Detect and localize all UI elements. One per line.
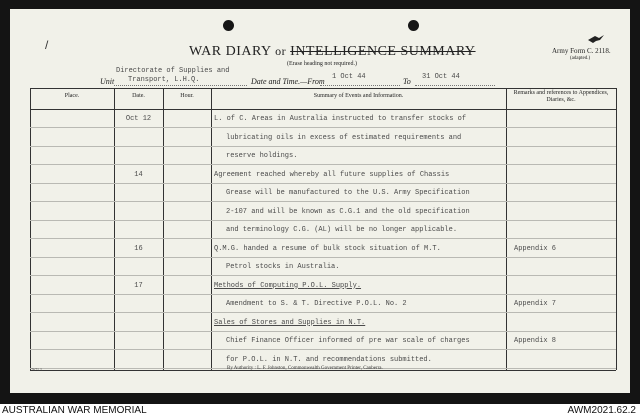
column-rule [163, 88, 164, 370]
entry-date: 14 [134, 170, 143, 179]
from-underline [320, 85, 400, 86]
printer-authority: By Authority : L. F. Johnston, Commonwealth Government Printer, Canberra. [227, 366, 383, 371]
column-header-remarks: Remarks and references to Appendices, Diaries, &c. [513, 90, 609, 103]
to-date: 31 Oct 44 [422, 73, 460, 81]
entry-text: Methods of Computing P.O.L. Supply. [214, 281, 362, 290]
from-date: 1 Oct 44 [332, 73, 366, 81]
entry-text: Sales of Stores and Supplies in N.T. [214, 318, 366, 327]
entry-text: Chief Finance Officer informed of pre war scale of charges [226, 337, 470, 345]
form-number: Army Form C. 2118. [552, 47, 611, 55]
table-header-border [30, 109, 616, 110]
caption-institution: AUSTRALIAN WAR MEMORIAL [2, 405, 147, 416]
row-rule [30, 146, 616, 147]
entry-text: lubricating oils in excess of estimated requirements and [226, 133, 462, 142]
row-rule [30, 183, 616, 184]
entry-text: Agreement reached whereby all future supplies of Chassis [214, 170, 450, 179]
row-rule [30, 127, 616, 128]
column-header-hour: Hour. [180, 93, 194, 99]
unit-label: Unit [100, 77, 115, 86]
heading-note: (Erase heading not required.) [287, 61, 357, 67]
row-rule [30, 312, 616, 313]
entry-remark: Appendix 6 [514, 244, 557, 253]
column-header-place: Place. [64, 93, 80, 99]
row-rule [30, 349, 616, 350]
unit-value-line1: Directorate of Supplies and [116, 67, 230, 75]
punch-hole-right [408, 20, 419, 31]
entry-text: Amendment to S. & T. Directive P.O.L. No. 2 [226, 300, 407, 308]
entry-text: 2-107 and will be known as C.G.1 and the old specification [226, 207, 470, 216]
caption-accession: AWM2021.62.2 [567, 405, 636, 416]
crest-icon [587, 34, 605, 44]
row-rule [30, 201, 616, 202]
entry-text: L. of C. Areas in Australia instructed to transfer stocks of [214, 115, 467, 123]
row-rule [30, 164, 616, 165]
entry-text: reserve holdings. [226, 152, 298, 160]
title-main: WAR DIARY [189, 44, 272, 59]
column-rule [506, 88, 507, 370]
row-rule [30, 220, 616, 221]
unit-value-line2: Transport, L.H.Q. [128, 76, 200, 84]
entry-text: and terminology C.G. (AL) will be no longer applicable. [226, 226, 458, 234]
column-header-date: Date. [132, 93, 145, 99]
title-struck: INTELLIGENCE SUMMARY [290, 44, 476, 59]
row-rule [30, 331, 616, 332]
margin-mark: / [45, 38, 49, 52]
column-rule [616, 88, 617, 370]
page-title [189, 44, 476, 60]
entry-text: Petrol stocks in Australia. [226, 263, 340, 271]
to-underline [415, 85, 495, 86]
date-time-label: Date and Time.—From [251, 77, 325, 86]
row-rule [30, 275, 616, 276]
unit-underline [114, 85, 247, 86]
column-rule [30, 88, 31, 370]
column-header-summary: Summary of Events and Information. [313, 93, 404, 99]
to-label: To [403, 77, 411, 86]
entry-date: 16 [134, 244, 143, 253]
entry-date: 17 [134, 281, 143, 290]
row-rule [30, 257, 616, 258]
row-rule [30, 294, 616, 295]
table-top-border [30, 88, 616, 89]
entry-remark: Appendix 8 [514, 337, 557, 345]
entry-date: Oct 12 [125, 115, 152, 123]
punch-hole-left [223, 20, 234, 31]
column-rule [211, 88, 212, 370]
row-rule [30, 238, 616, 239]
entry-remark: Appendix 7 [514, 300, 557, 308]
form-code: 7671.1. [31, 367, 43, 372]
entry-text: Q.M.G. handed a resume of bulk stock situation of M.T. [214, 244, 441, 253]
column-rule [114, 88, 115, 370]
entry-text: Grease will be manufactured to the U.S. Army Specification [226, 189, 470, 197]
form-note: (adapted.) [570, 56, 591, 61]
title-or: or [275, 44, 287, 58]
entry-text: for P.O.L. in N.T. and recommendations submitted. [226, 355, 432, 364]
